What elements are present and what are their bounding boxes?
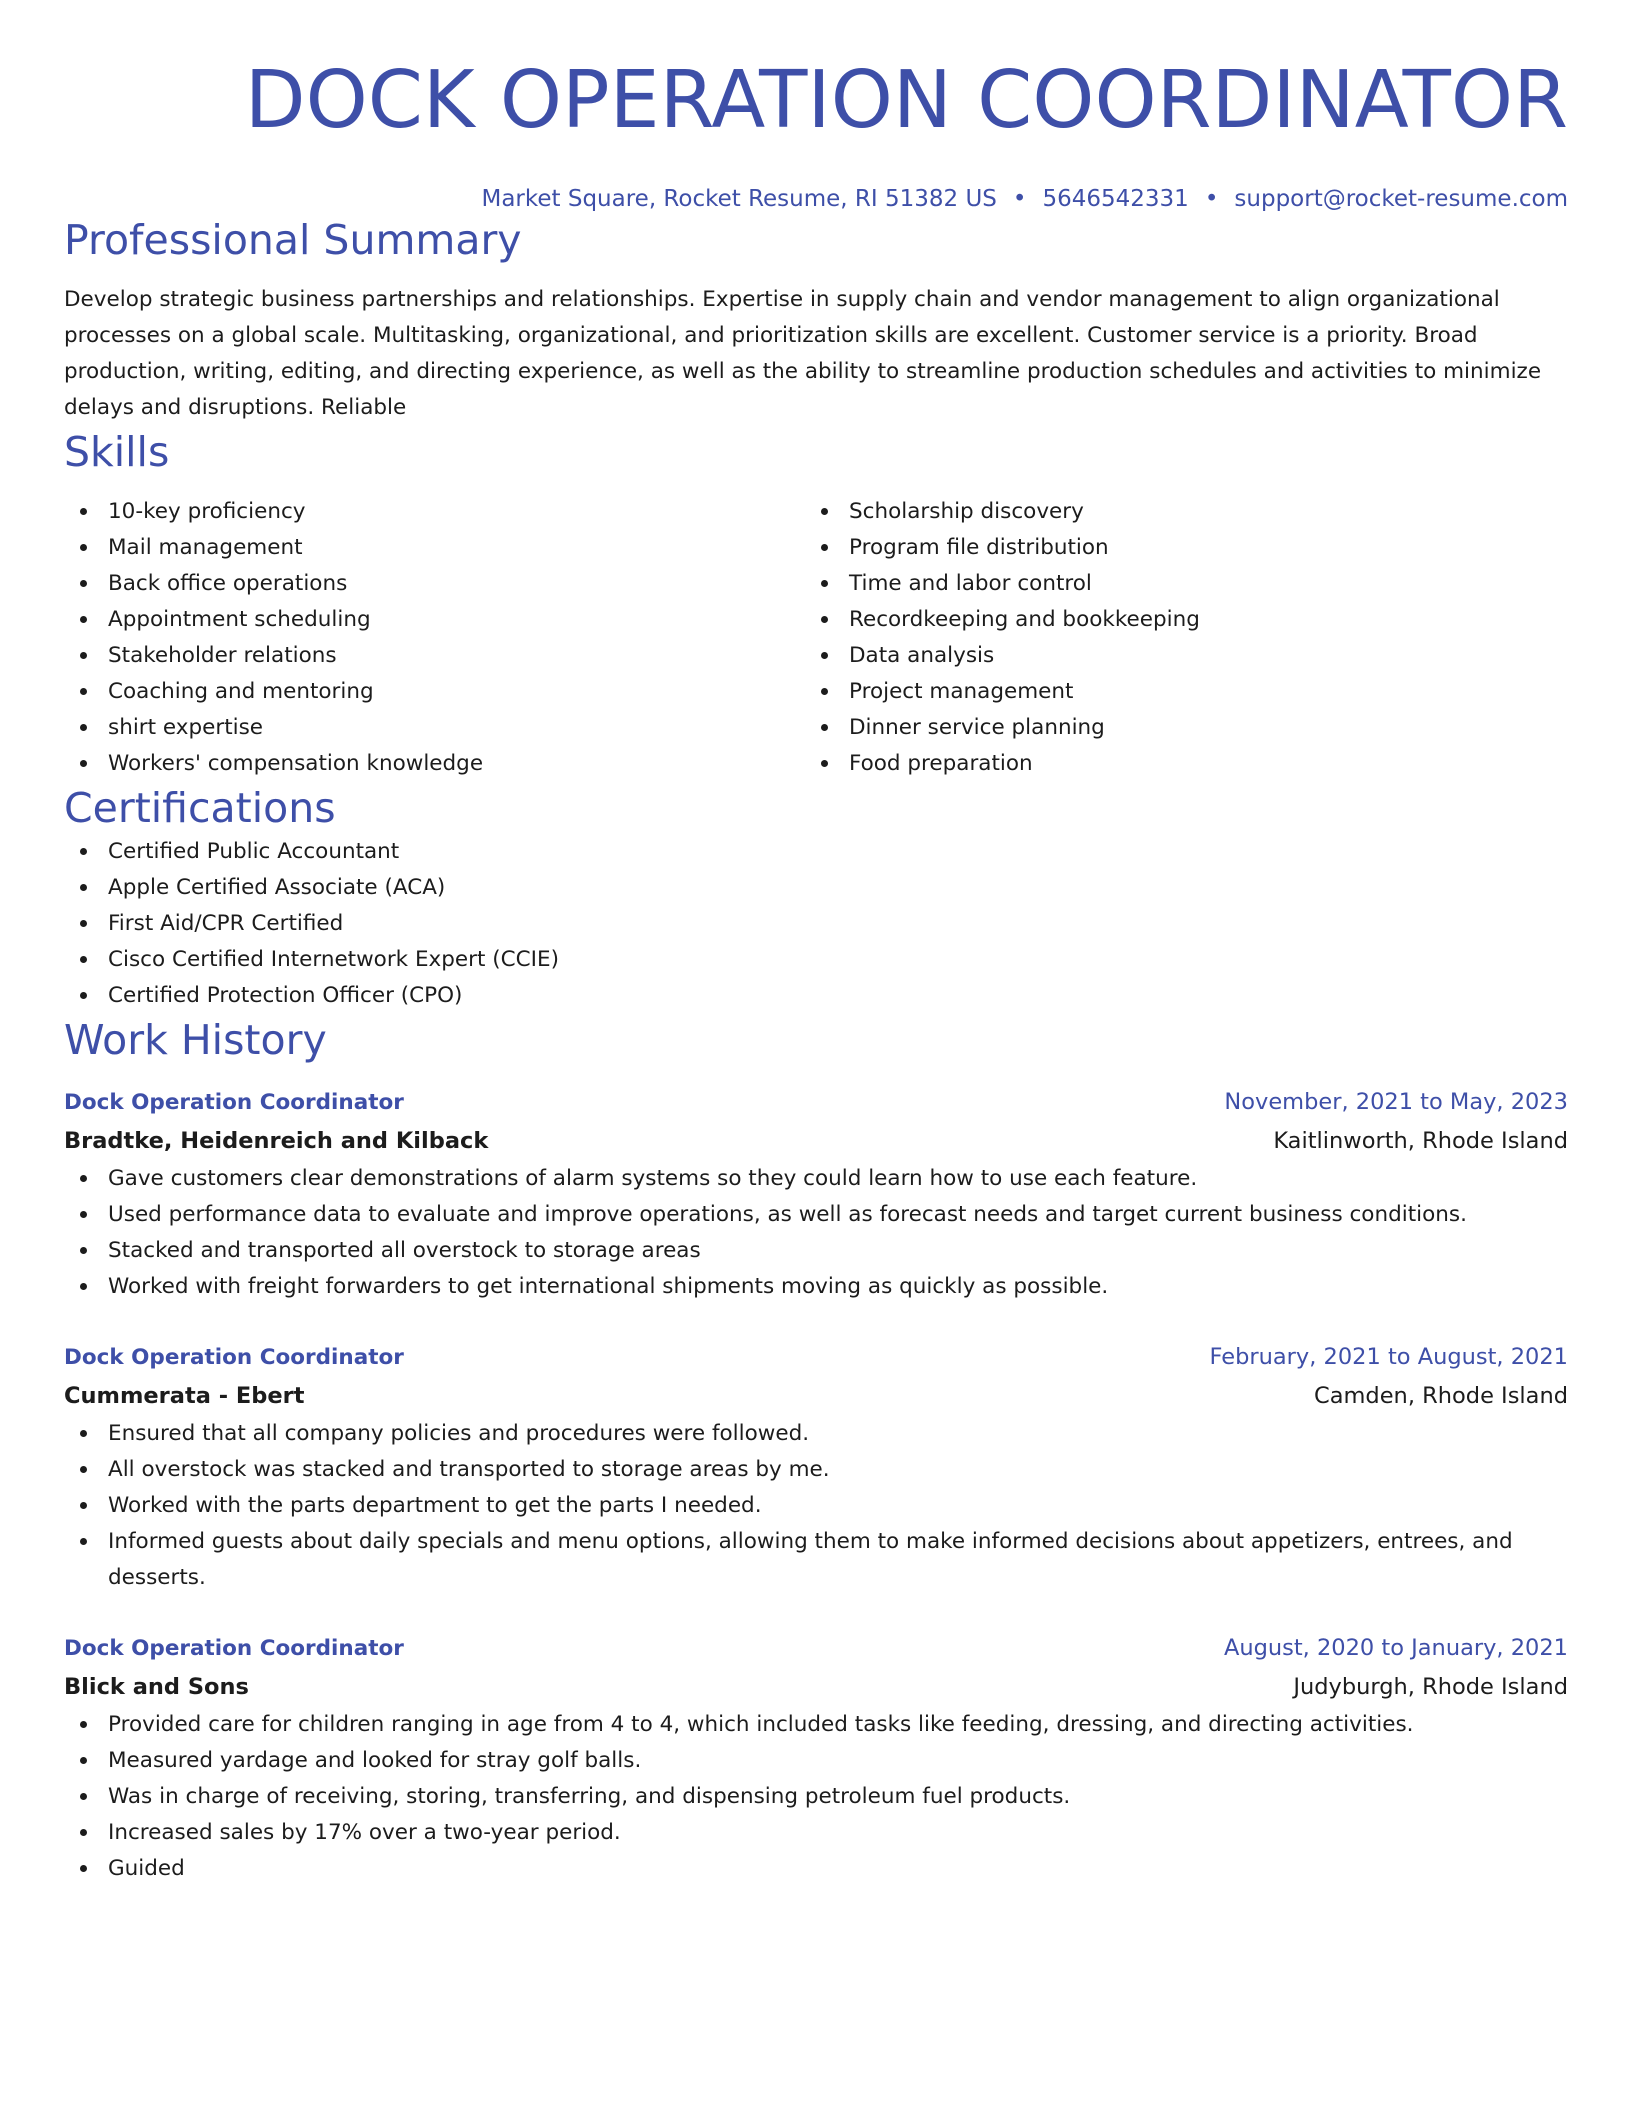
job-location: Camden, Rhode Island (1314, 1383, 1568, 1409)
job-title: Dock Operation Coordinator (64, 1345, 404, 1370)
skill-item: 10-key proficiency (64, 494, 805, 530)
job-title: Dock Operation Coordinator (64, 1090, 404, 1115)
job-dates: August, 2020 to January, 2021 (1223, 1635, 1568, 1661)
certification-item: Certified Public Accountant (64, 834, 1568, 870)
skill-item: Dinner service planning (805, 710, 1546, 746)
job-duty: Used performance data to evaluate and improve operations, as well as forecast needs and target current business conditions. (64, 1197, 1568, 1233)
job-header-row (64, 1630, 1568, 1667)
skills-list-left (64, 494, 805, 782)
job-header-row (64, 1084, 1568, 1121)
job-dates: November, 2021 to May, 2023 (1224, 1089, 1568, 1115)
phone: 5646542331 (1042, 186, 1189, 212)
job-location: Kaitlinworth, Rhode Island (1273, 1128, 1568, 1154)
job-company: Bradtke, Heidenreich and Kilback (64, 1128, 489, 1154)
skill-item: Coaching and mentoring (64, 674, 805, 710)
job-title: Dock Operation Coordinator (64, 1636, 404, 1661)
address: Market Square, Rocket Resume, RI 51382 US (481, 186, 997, 212)
job-company-row (64, 1667, 1568, 1707)
summary-text: Develop strategic business partnerships and relationships. Expertise in supply chain and vendor management to align organizational processes on a global scale. Multitasking, organizational, and prioritization skills are excellent. Customer service is a priority. Broad production, writing, editing, and directing experience, as well as the ability to streamline production schedules and activities to minimize delays and disruptions. Reliable (64, 287, 1542, 420)
job-duties-list (64, 1707, 1568, 1887)
work-history-section (64, 1014, 1568, 1887)
skills-grid (64, 494, 1568, 782)
certification-item: First Aid/CPR Certified (64, 906, 1568, 942)
skill-item: Program file distribution (805, 530, 1546, 566)
summary-section (64, 214, 1568, 426)
skill-item: Time and labor control (805, 566, 1546, 602)
certification-item: Cisco Certified Internetwork Expert (CCIE) (64, 942, 1568, 978)
skill-item: Mail management (64, 530, 805, 566)
job-duty: Worked with the parts department to get the parts I needed. (64, 1488, 1568, 1524)
skill-item: Project management (805, 674, 1546, 710)
skills-list-right (805, 494, 1546, 782)
job-company: Blick and Sons (64, 1674, 249, 1700)
job-company-row (64, 1376, 1568, 1416)
skill-item: Scholarship discovery (805, 494, 1546, 530)
section-title-work-history: Work History (64, 1016, 327, 1064)
job-duties-list (64, 1161, 1568, 1305)
skill-item: Data analysis (805, 638, 1546, 674)
candidate-name: DOCK OPERATION COORDINATOR (244, 54, 1568, 146)
certification-item: Apple Certified Associate (ACA) (64, 870, 1568, 906)
section-title-certifications: Certifications (64, 784, 336, 832)
skill-item: Recordkeeping and bookkeeping (805, 602, 1546, 638)
skills-section (64, 426, 1568, 782)
job-entry (64, 1339, 1568, 1596)
skill-item: shirt expertise (64, 710, 805, 746)
job-duty: Was in charge of receiving, storing, transferring, and dispensing petroleum fuel products. (64, 1779, 1568, 1815)
job-duty: Gave customers clear demonstrations of alarm systems so they could learn how to use each feature. (64, 1161, 1568, 1197)
job-duty: Provided care for children ranging in age from 4 to 4, which included tasks like feeding, dressing, and directing activities. (64, 1707, 1568, 1743)
job-company: Cummerata - Ebert (64, 1383, 305, 1409)
skill-item: Back office operations (64, 566, 805, 602)
job-header-row (64, 1339, 1568, 1376)
job-entry (64, 1084, 1568, 1305)
section-title-skills: Skills (64, 428, 170, 476)
separator: • (1204, 186, 1219, 212)
certifications-list (64, 834, 1568, 1014)
job-duty: Measured yardage and looked for stray golf balls. (64, 1743, 1568, 1779)
section-title-summary: Professional Summary (64, 216, 522, 264)
job-duty: Ensured that all company policies and procedures were followed. (64, 1416, 1568, 1452)
job-duties-list (64, 1416, 1568, 1596)
job-company-row (64, 1121, 1568, 1161)
job-location: Judyburgh, Rhode Island (1293, 1674, 1568, 1700)
separator: • (1012, 186, 1027, 212)
email: support@rocket-resume.com (1234, 186, 1568, 212)
job-entry (64, 1630, 1568, 1887)
job-duty: Stacked and transported all overstock to storage areas (64, 1233, 1568, 1269)
certifications-section (64, 782, 1568, 1014)
job-duty: Guided (64, 1851, 1568, 1887)
job-duty: Increased sales by 17% over a two-year period. (64, 1815, 1568, 1851)
contact-line (64, 184, 1568, 214)
job-dates: February, 2021 to August, 2021 (1209, 1344, 1568, 1370)
job-duty: All overstock was stacked and transported to storage areas by me. (64, 1452, 1568, 1488)
job-duty: Informed guests about daily specials and menu options, allowing them to make informed decisions about appetizers, entrees, and desserts. (64, 1524, 1568, 1596)
certification-item: Certified Protection Officer (CPO) (64, 978, 1568, 1014)
skill-item: Workers' compensation knowledge (64, 746, 805, 782)
skill-item: Food preparation (805, 746, 1546, 782)
skill-item: Appointment scheduling (64, 602, 805, 638)
resume-header (64, 0, 1568, 214)
job-duty: Worked with freight forwarders to get international shipments moving as quickly as possible. (64, 1269, 1568, 1305)
skill-item: Stakeholder relations (64, 638, 805, 674)
